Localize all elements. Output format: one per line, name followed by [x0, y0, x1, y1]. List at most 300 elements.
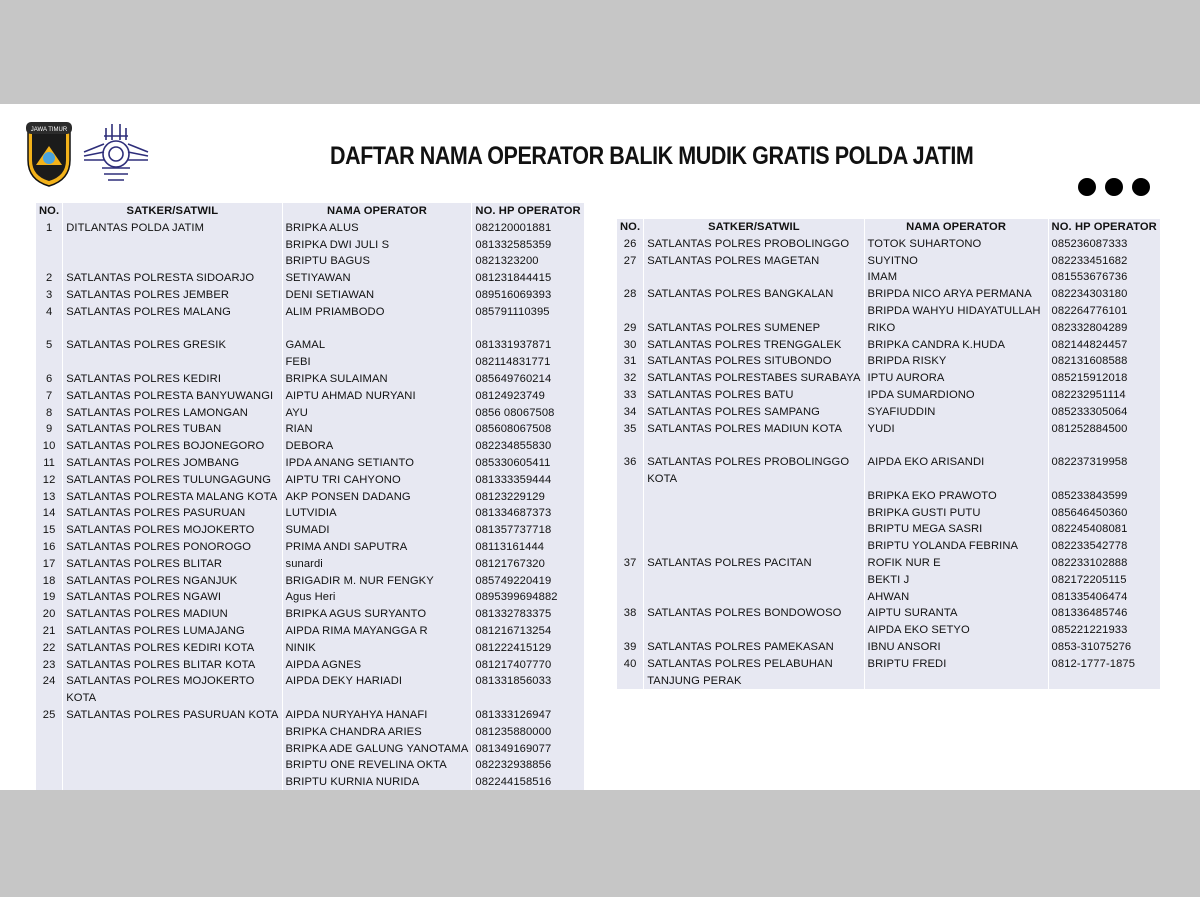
table-row [36, 724, 584, 741]
table-row [617, 437, 1160, 454]
cell-satker: SATLANTAS POLRES MADIUN [63, 606, 281, 623]
table-row [617, 303, 1160, 320]
table-body [617, 236, 1160, 690]
cell-nama: SYAFIUDDIN [865, 404, 1048, 421]
cell-hp: 081333359444 [472, 472, 583, 489]
cell-satker: SATLANTAS POLRES MOJOKERTO [63, 522, 281, 539]
cell-satker [644, 437, 863, 454]
cell-nama [865, 437, 1048, 454]
cell-satker [63, 253, 281, 270]
cell-nama: BRIPKA DWI JULI S [283, 237, 472, 254]
table-row [617, 538, 1160, 555]
cell-no: 12 [36, 472, 62, 489]
cell-no [617, 538, 643, 555]
cell-satker: SATLANTAS POLRES TRENGGALEK [644, 337, 863, 354]
cell-hp: 081349169077 [472, 741, 583, 758]
cell-nama: BRIPTU ONE REVELINA OKTA [283, 757, 472, 774]
cell-hp: 0821323200 [472, 253, 583, 270]
cell-no [36, 253, 62, 270]
cell-hp: 08124923749 [472, 388, 583, 405]
table-row [36, 371, 584, 388]
cell-nama: ALIM PRIAMBODO [283, 304, 472, 321]
table-row [36, 774, 584, 790]
cell-nama: AIPDA NURYAHYA HANAFI [283, 707, 472, 724]
cell-no: 37 [617, 555, 643, 572]
cell-no: 2 [36, 270, 62, 287]
table-row [617, 589, 1160, 606]
cell-satker [63, 757, 281, 774]
cell-satker: SATLANTAS POLRES JOMBANG [63, 455, 281, 472]
cell-hp: 0895399694882 [472, 589, 583, 606]
table-row [36, 606, 584, 623]
cell-satker: SATLANTAS POLRES PAMEKASAN [644, 639, 863, 656]
cell-no: 19 [36, 589, 62, 606]
cell-nama: IMAM [865, 269, 1048, 286]
cell-hp: 085236087333 [1049, 236, 1160, 253]
cell-hp: 08113161444 [472, 539, 583, 556]
cell-nama: BRIPKA EKO PRAWOTO [865, 488, 1048, 505]
table-row [617, 488, 1160, 505]
cell-nama: TOTOK SUHARTONO [865, 236, 1048, 253]
table-row [36, 589, 584, 606]
cell-hp: 082232938856 [472, 757, 583, 774]
cell-no [617, 303, 643, 320]
header-hp: NO. HP OPERATOR [472, 203, 583, 220]
table-row [617, 421, 1160, 438]
cell-hp: 082233542778 [1049, 538, 1160, 555]
cell-hp: 081332783375 [472, 606, 583, 623]
cell-hp: 081333126947 [472, 707, 583, 724]
cell-nama: BRIPKA ALUS [283, 220, 472, 237]
cell-no: 25 [36, 707, 62, 724]
cell-satker: SATLANTAS POLRES SITUBONDO [644, 353, 863, 370]
cell-no [36, 724, 62, 741]
table-row [36, 657, 584, 674]
cell-satker: SATLANTAS POLRES MALANG [63, 304, 281, 321]
cell-hp [472, 321, 583, 338]
cell-nama: AIPDA DEKY HARIADI [283, 673, 472, 707]
table-row [617, 269, 1160, 286]
cell-no: 23 [36, 657, 62, 674]
cell-nama: AIPDA EKO SETYO [865, 622, 1048, 639]
cell-satker [644, 572, 863, 589]
cell-hp: 082244158516 [472, 774, 583, 790]
cell-nama: RIAN [283, 421, 472, 438]
table-row [617, 605, 1160, 622]
cell-hp: 082233102888 [1049, 555, 1160, 572]
cell-nama: BRIPTU YOLANDA FEBRINA [865, 538, 1048, 555]
cell-satker: SATLANTAS POLRES BANGKALAN [644, 286, 863, 303]
cell-satker: SATLANTAS POLRES PASURUAN KOTA [63, 707, 281, 724]
cell-no: 28 [617, 286, 643, 303]
cell-nama: FEBI [283, 354, 472, 371]
table-row [36, 522, 584, 539]
cell-satker: SATLANTAS POLRES PELABUHAN TANJUNG PERAK [644, 656, 863, 690]
cell-hp: 082131608588 [1049, 353, 1160, 370]
header-nama: NAMA OPERATOR [283, 203, 472, 220]
cell-nama: IPDA ANANG SETIANTO [283, 455, 472, 472]
header-satker: SATKER/SATWIL [644, 219, 863, 236]
cell-no: 13 [36, 489, 62, 506]
table-row [617, 286, 1160, 303]
cell-nama: IBNU ANSORI [865, 639, 1048, 656]
header-no: NO. [617, 219, 643, 236]
cell-hp: 085649760214 [472, 371, 583, 388]
cell-hp [1049, 437, 1160, 454]
cell-hp: 08121767320 [472, 556, 583, 573]
cell-no: 38 [617, 605, 643, 622]
table-row [36, 489, 584, 506]
cell-hp: 082332804289 [1049, 320, 1160, 337]
cell-satker [63, 237, 281, 254]
cell-nama: AIPDA EKO ARISANDI [865, 454, 1048, 488]
cell-nama: RIKO [865, 320, 1048, 337]
cell-no: 18 [36, 573, 62, 590]
cell-nama: BRIGADIR M. NUR FENGKY [283, 573, 472, 590]
cell-hp: 082234303180 [1049, 286, 1160, 303]
cell-nama: IPTU AURORA [865, 370, 1048, 387]
table-row [36, 253, 584, 270]
table-row [36, 304, 584, 321]
table-row [617, 404, 1160, 421]
table-row [36, 438, 584, 455]
cell-no: 27 [617, 253, 643, 270]
emblem-caption: JAWA TIMUR [30, 127, 68, 133]
cell-nama: AIPDA RIMA MAYANGGA R [283, 623, 472, 640]
table-row [36, 472, 584, 489]
cell-nama: IPDA SUMARDIONO [865, 387, 1048, 404]
cell-satker [644, 488, 863, 505]
cell-satker: SATLANTAS POLRES BLITAR KOTA [63, 657, 281, 674]
table-row [36, 707, 584, 724]
cell-no [617, 437, 643, 454]
cell-nama: SUYITNO [865, 253, 1048, 270]
more-menu-icon[interactable] [1078, 178, 1150, 196]
cell-satker [63, 774, 281, 790]
cell-nama: BRIPTU FREDI [865, 656, 1048, 690]
cell-satker: SATLANTAS POLRES PACITAN [644, 555, 863, 572]
cell-hp: 082114831771 [472, 354, 583, 371]
cell-hp: 085215912018 [1049, 370, 1160, 387]
dot-icon [1105, 178, 1123, 196]
cell-nama: AKP PONSEN DADANG [283, 489, 472, 506]
cell-hp: 081553676736 [1049, 269, 1160, 286]
table-row [617, 370, 1160, 387]
cell-no: 33 [617, 387, 643, 404]
cell-satker [63, 724, 281, 741]
cell-satker: SATLANTAS POLRES NGANJUK [63, 573, 281, 590]
cell-hp: 082264776101 [1049, 303, 1160, 320]
cell-satker: SATLANTAS POLRES MADIUN KOTA [644, 421, 863, 438]
cell-hp: 0856 08067508 [472, 405, 583, 422]
cell-hp: 085330605411 [472, 455, 583, 472]
cell-hp: 082232951114 [1049, 387, 1160, 404]
cell-no: 35 [617, 421, 643, 438]
cell-nama: BRIPKA CHANDRA ARIES [283, 724, 472, 741]
dot-icon [1078, 178, 1096, 196]
cell-satker: SATLANTAS POLRES NGAWI [63, 589, 281, 606]
polda-jatim-emblem [24, 120, 74, 188]
cell-hp: 082120001881 [472, 220, 583, 237]
table-row [36, 455, 584, 472]
table-row [36, 757, 584, 774]
cell-no: 32 [617, 370, 643, 387]
cell-satker: SATLANTAS POLRES BATU [644, 387, 863, 404]
cell-nama: BRIPTU MEGA SASRI [865, 521, 1048, 538]
cell-nama: DEBORA [283, 438, 472, 455]
cell-hp: 081331937871 [472, 337, 583, 354]
table-row [36, 321, 584, 338]
table-row [36, 337, 584, 354]
cell-satker: SATLANTAS POLRES SAMPANG [644, 404, 863, 421]
cell-nama: BRIPDA RISKY [865, 353, 1048, 370]
cell-no: 3 [36, 287, 62, 304]
cell-hp: 08123229129 [472, 489, 583, 506]
cell-satker: DITLANTAS POLDA JATIM [63, 220, 281, 237]
cell-satker: SATLANTAS POLRES MOJOKERTO KOTA [63, 673, 281, 707]
cell-no [36, 774, 62, 790]
cell-hp: 081357737718 [472, 522, 583, 539]
operator-table-left [35, 203, 585, 790]
cell-nama: BRIPKA AGUS SURYANTO [283, 606, 472, 623]
table-row [36, 270, 584, 287]
cell-no: 4 [36, 304, 62, 321]
cell-nama: AYU [283, 405, 472, 422]
cell-nama: BRIPKA CANDRA K.HUDA [865, 337, 1048, 354]
cell-satker [644, 521, 863, 538]
table-row [36, 623, 584, 640]
cell-hp: 085749220419 [472, 573, 583, 590]
cell-no: 17 [36, 556, 62, 573]
cell-nama: AIPTU TRI CAHYONO [283, 472, 472, 489]
cell-no [617, 521, 643, 538]
operator-table-right [616, 219, 1161, 689]
cell-nama: BRIPDA NICO ARYA PERMANA [865, 286, 1048, 303]
cell-satker: SATLANTAS POLRES BOJONEGORO [63, 438, 281, 455]
cell-nama: LUTVIDIA [283, 505, 472, 522]
cell-nama: BRIPKA SULAIMAN [283, 371, 472, 388]
cell-hp: 081252884500 [1049, 421, 1160, 438]
table-row [617, 505, 1160, 522]
korlantas-emblem [80, 118, 152, 186]
table-row [36, 237, 584, 254]
cell-no: 10 [36, 438, 62, 455]
cell-hp: 082144824457 [1049, 337, 1160, 354]
cell-nama: YUDI [865, 421, 1048, 438]
cell-satker [644, 269, 863, 286]
cell-nama: NINIK [283, 640, 472, 657]
cell-no: 16 [36, 539, 62, 556]
cell-nama: sunardi [283, 556, 472, 573]
table-row [36, 539, 584, 556]
table-row [617, 236, 1160, 253]
cell-satker [644, 303, 863, 320]
cell-no [36, 354, 62, 371]
cell-no: 6 [36, 371, 62, 388]
cell-nama: BEKTI J [865, 572, 1048, 589]
cell-no [36, 741, 62, 758]
cell-hp: 085233843599 [1049, 488, 1160, 505]
cell-satker [644, 589, 863, 606]
cell-satker: SATLANTAS POLRES MAGETAN [644, 253, 863, 270]
cell-no [617, 269, 643, 286]
cell-no: 24 [36, 673, 62, 707]
cell-hp: 081235880000 [472, 724, 583, 741]
cell-satker: SATLANTAS POLRES SUMENEP [644, 320, 863, 337]
cell-hp: 081217407770 [472, 657, 583, 674]
table-row [617, 253, 1160, 270]
cell-no [36, 757, 62, 774]
table-row [36, 220, 584, 237]
cell-hp: 081334687373 [472, 505, 583, 522]
cell-nama: SUMADI [283, 522, 472, 539]
cell-nama: DENI SETIAWAN [283, 287, 472, 304]
cell-hp: 082234855830 [472, 438, 583, 455]
cell-satker: SATLANTAS POLRES PONOROGO [63, 539, 281, 556]
cell-hp: 081332585359 [472, 237, 583, 254]
cell-hp: 085233305064 [1049, 404, 1160, 421]
cell-no: 22 [36, 640, 62, 657]
cell-nama: AIPTU SURANTA [865, 605, 1048, 622]
table-row [36, 640, 584, 657]
cell-no: 40 [617, 656, 643, 690]
table-row [36, 741, 584, 758]
cell-no: 20 [36, 606, 62, 623]
table-row [36, 556, 584, 573]
cell-satker: SATLANTAS POLRES LUMAJANG [63, 623, 281, 640]
cell-no: 21 [36, 623, 62, 640]
table-row [36, 287, 584, 304]
table-body [36, 220, 584, 790]
cell-satker [63, 354, 281, 371]
dot-icon [1132, 178, 1150, 196]
cell-no [617, 488, 643, 505]
cell-no: 14 [36, 505, 62, 522]
cell-nama: BRIPKA ADE GALUNG YANOTAMA [283, 741, 472, 758]
cell-hp: 082237319958 [1049, 454, 1160, 488]
cell-hp: 081222415129 [472, 640, 583, 657]
cell-satker: SATLANTAS POLRESTABES SURABAYA [644, 370, 863, 387]
cell-nama [283, 321, 472, 338]
cell-satker: SATLANTAS POLRES TUBAN [63, 421, 281, 438]
table-row [617, 454, 1160, 488]
cell-nama: ROFIK NUR E [865, 555, 1048, 572]
cell-nama: Agus Heri [283, 589, 472, 606]
cell-hp: 0853-31075276 [1049, 639, 1160, 656]
cell-no: 30 [617, 337, 643, 354]
cell-hp: 085646450360 [1049, 505, 1160, 522]
cell-hp: 085608067508 [472, 421, 583, 438]
cell-hp: 081331856033 [472, 673, 583, 707]
cell-nama: AIPDA AGNES [283, 657, 472, 674]
cell-satker: SATLANTAS POLRES PROBOLINGGO [644, 236, 863, 253]
cell-no: 7 [36, 388, 62, 405]
cell-no: 36 [617, 454, 643, 488]
cell-nama: PRIMA ANDI SAPUTRA [283, 539, 472, 556]
cell-nama: BRIPTU BAGUS [283, 253, 472, 270]
cell-hp: 082172205115 [1049, 572, 1160, 589]
cell-satker: SATLANTAS POLRESTA MALANG KOTA [63, 489, 281, 506]
cell-satker: SATLANTAS POLRES KEDIRI [63, 371, 281, 388]
cell-nama: BRIPDA WAHYU HIDAYATULLAH [865, 303, 1048, 320]
table-row [617, 521, 1160, 538]
cell-no [617, 589, 643, 606]
cell-satker: SATLANTAS POLRES LAMONGAN [63, 405, 281, 422]
table-row [36, 421, 584, 438]
table-row [617, 353, 1160, 370]
cell-satker [644, 622, 863, 639]
table-row [617, 320, 1160, 337]
cell-satker: SATLANTAS POLRES TULUNGAGUNG [63, 472, 281, 489]
table-row [36, 573, 584, 590]
table-row [617, 555, 1160, 572]
table-row [617, 656, 1160, 690]
cell-no: 31 [617, 353, 643, 370]
cell-satker [644, 505, 863, 522]
table-row [36, 405, 584, 422]
cell-no: 9 [36, 421, 62, 438]
table-header [617, 219, 1160, 236]
cell-hp: 081335406474 [1049, 589, 1160, 606]
cell-nama: AIPTU AHMAD NURYANI [283, 388, 472, 405]
cell-no: 39 [617, 639, 643, 656]
cell-hp: 082233451682 [1049, 253, 1160, 270]
cell-hp: 081231844415 [472, 270, 583, 287]
header-nama: NAMA OPERATOR [865, 219, 1048, 236]
header-no: NO. [36, 203, 62, 220]
cell-no [36, 321, 62, 338]
cell-satker: SATLANTAS POLRES PROBOLINGGO KOTA [644, 454, 863, 488]
cell-nama: BRIPKA GUSTI PUTU [865, 505, 1048, 522]
table-row [36, 673, 584, 707]
cell-satker: SATLANTAS POLRES BLITAR [63, 556, 281, 573]
cell-no: 8 [36, 405, 62, 422]
cell-satker [63, 321, 281, 338]
cell-no: 26 [617, 236, 643, 253]
cell-satker: SATLANTAS POLRES GRESIK [63, 337, 281, 354]
cell-no [36, 237, 62, 254]
cell-hp: 082245408081 [1049, 521, 1160, 538]
cell-no: 11 [36, 455, 62, 472]
cell-nama: GAMAL [283, 337, 472, 354]
cell-hp: 081216713254 [472, 623, 583, 640]
header-satker: SATKER/SATWIL [63, 203, 281, 220]
cell-hp: 085221221933 [1049, 622, 1160, 639]
cell-no [617, 505, 643, 522]
cell-nama: AHWAN [865, 589, 1048, 606]
cell-no: 15 [36, 522, 62, 539]
cell-no: 5 [36, 337, 62, 354]
page-title: DAFTAR NAMA OPERATOR BALIK MUDIK GRATIS POLDA JATIM [330, 142, 974, 170]
table-row [617, 622, 1160, 639]
cell-nama: BRIPTU KURNIA NURIDA [283, 774, 472, 790]
cell-satker: SATLANTAS POLRES BONDOWOSO [644, 605, 863, 622]
cell-no [617, 622, 643, 639]
table-row [36, 354, 584, 371]
cell-satker: SATLANTAS POLRESTA BANYUWANGI [63, 388, 281, 405]
cell-hp: 0812-1777-1875 [1049, 656, 1160, 690]
table-row [617, 572, 1160, 589]
table-row [617, 387, 1160, 404]
cell-satker [63, 741, 281, 758]
cell-satker: SATLANTAS POLRES PASURUAN [63, 505, 281, 522]
table-row [36, 505, 584, 522]
cell-satker [644, 538, 863, 555]
cell-no: 1 [36, 220, 62, 237]
cell-hp: 089516069393 [472, 287, 583, 304]
slide [0, 104, 1200, 790]
cell-nama: SETIYAWAN [283, 270, 472, 287]
